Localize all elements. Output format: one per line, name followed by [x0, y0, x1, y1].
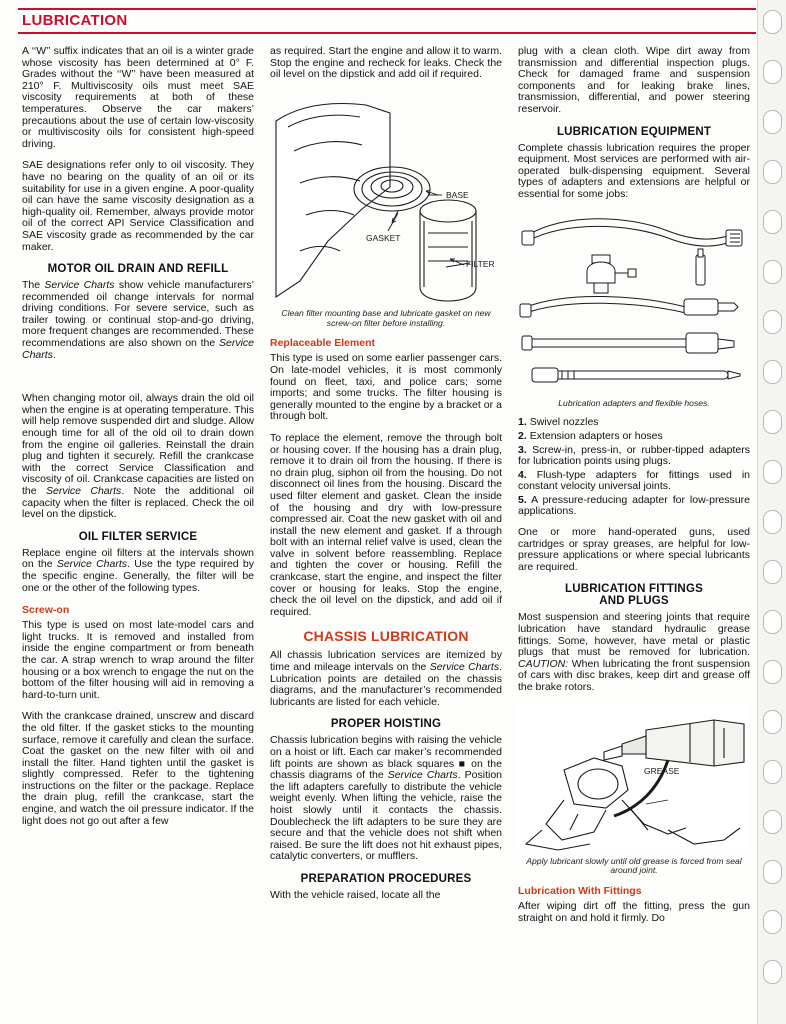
list-item-text: A pressure-reducing adapter for low-pressure applications. — [518, 493, 751, 518]
heading-line-1: LUBRICATION FITTINGS — [565, 583, 703, 596]
heading-chassis-lubrication: CHASSIS LUBRICATION — [303, 628, 469, 645]
list-item-number: 3. — [518, 443, 527, 456]
paragraph-sae-designations: SAE designations refer only to oil viscosity. They have no bearing on the quality of an oil or its suitability for use in a given engine. A poor-quality oil can have the same viscosity designation as a high-quality oil. Remember, always provide motor oil of the correct API Service Classification and SAE viscosity grade as recommended by the car maker. — [22, 159, 254, 253]
paragraph-changing-motor-oil — [22, 393, 254, 521]
text-run: The — [22, 279, 45, 292]
paragraph-replace-element-procedure: To replace the element, remove the through bolt or housing cover. If the housing has a drain plug, remove it to drain oil from the housing. If there is no drain plug, siphon oil from the housing. Do not disconnect oil lines from the housing. Discard the used filter element and gasket. Clean the inside of the housing and dry with low-pressure compressed air. Coat the new gasket with oil and install the new element and gasket. If a through bolt with an internal relief valve is used, clean the valve in solvent before reassembling. Replace and tighten the cover or housing. Refill the crankcase, start the engine, and inspect the filter cover or housing for leaks. Stop the engine, check the oil level on the dipstick, and add oil if required. — [270, 431, 502, 618]
binder-hole — [763, 610, 782, 634]
list-item-text: Screw-in, press-in, or rubber-tipped adapters for lubrication points using plugs. — [518, 443, 750, 468]
list-item-number: 2. — [518, 429, 527, 442]
binder-hole — [763, 510, 782, 534]
binder-hole — [763, 560, 782, 584]
text-run-italic: CAUTION: — [518, 657, 569, 670]
subheading-lubrication-with-fittings: Lubrication With Fittings — [518, 885, 642, 898]
text-run-italic: Service Charts — [22, 337, 254, 361]
list-item-number: 5. — [518, 493, 527, 506]
list-item — [518, 495, 750, 518]
figure-caption-filter-base: Clean filter mounting base and lubricate gasket on new screw-on filter before installing. — [281, 307, 491, 328]
list-item — [518, 431, 750, 443]
paragraph-w-suffix: A ‘‘W’’ suffix indicates that an oil is a winter grade whose viscosity has been determined at 0° F. Grades without the ‘‘W’’ have been measured at 210° F. Multiviscosity oils must meet SAE viscosity requirements at both of these temperatures. Observe the car makers’ precautions about the use of certain low-viscosity or multiviscosity oils for consistent high-speed driving. — [22, 45, 254, 150]
binder-hole-strip — [757, 0, 786, 1024]
binder-hole — [763, 960, 782, 984]
heading-preparation-procedures: PREPARATION PROCEDURES — [300, 872, 472, 885]
text-run-italic: Service Charts — [44, 279, 115, 292]
text-run-italic: Service Charts — [56, 558, 128, 571]
paragraph-fittings-caution — [518, 612, 750, 693]
list-item — [518, 470, 750, 493]
paragraph-as-required: as required. Start the engine and allow it to warm. Stop the engine and recheck for leaks. Check the oil level on the dipstick and add oil if required. — [270, 45, 502, 81]
list-item — [518, 417, 750, 429]
label-filter: FILTER — [466, 258, 495, 269]
paragraph-plug-clean-cloth: plug with a clean cloth. Wipe dirt away from transmission and differential inspection plugs. Check for damaged frame and suspension components and for leaking brake lines, transmission, differential, and power steering reservoir. — [518, 45, 750, 115]
subheading-replaceable-element: Replaceable Element — [270, 337, 376, 350]
text-run: . Position the lift adapters carefully to distribute the vehicle weight evenly. When lifting the vehicle, raise the hoist slowly until it contacts the chassis. Doublecheck the lift adapters to be sure they are secure and that the vehicle does not shift when raised. Be sure the lift does not hit exhaust pipes, catalytic converters, or mufflers. — [270, 769, 502, 863]
binder-hole — [763, 460, 782, 484]
heading-lubrication-equipment: LUBRICATION EQUIPMENT — [556, 125, 712, 138]
binder-hole — [763, 60, 782, 84]
page-title: LUBRICATION — [22, 12, 128, 29]
list-item-number: 4. — [518, 468, 527, 481]
paragraph-replace-filters — [22, 548, 254, 594]
adapter-type-list — [518, 417, 750, 518]
paragraph-chassis-services — [270, 650, 502, 708]
binder-hole — [763, 360, 782, 384]
binder-hole — [763, 10, 782, 34]
binder-hole — [763, 410, 782, 434]
text-run: All chassis lubrication services are itemized by time and mileage intervals on the — [270, 649, 502, 674]
grease-fitting-photo — [518, 704, 750, 854]
binder-hole — [763, 710, 782, 734]
heading-motor-oil-drain-and-refill: MOTOR OIL DRAIN AND REFILL — [47, 263, 229, 276]
binder-hole — [763, 760, 782, 784]
subheading-screw-on: Screw-on — [22, 604, 70, 617]
text-run-italic: Service Charts — [429, 661, 500, 674]
paragraph-equipment-intro: Complete chassis lubrication requires the proper equipment. Most services are performed with air-operated bulk-dispensing equipment. Several types of adapters and extensions are helpful or essential for some jobs: — [518, 141, 750, 200]
list-item-number: 1. — [518, 416, 527, 429]
binder-hole — [763, 810, 782, 834]
heading-line-2: AND PLUGS — [599, 595, 669, 608]
text-run: Replace engine oil filters at the intervals shown on the — [22, 546, 254, 571]
heading-lubrication-fittings-and-plugs — [518, 583, 750, 607]
figure-caption-apply-lubricant: Apply lubricant slowly until old grease is forced from seal around joint. — [526, 855, 742, 876]
text-run: . Use the type required by the specific engine. Generally, the filter will be one or the other of the following types. — [22, 558, 254, 594]
column-3 — [518, 46, 750, 1021]
list-item-text: Flush-type adapters for fittings used in constant velocity universal joints. — [518, 468, 750, 493]
paragraph-replaceable-usage: This type is used on some earlier passenger cars. On late-model vehicles, it is most commonly found on fleet, taxi, and police cars; some imports; and some trucks. The filter housing is generally mounted to the engine by a bracket or a through bolt. — [270, 352, 502, 423]
text-run-italic: Service Charts — [387, 769, 458, 782]
header-rule-top — [18, 8, 756, 10]
list-item — [518, 445, 750, 468]
text-run: When lubricating the front suspension of cars with disc brakes, keep dirt and grease off the brake rotors. — [518, 657, 750, 694]
binder-hole — [763, 210, 782, 234]
lubrication-adapters-diagram — [518, 211, 750, 396]
heading-oil-filter-service: OIL FILTER SERVICE — [78, 530, 198, 543]
figure-caption-adapters: Lubrication adapters and flexible hoses. — [558, 397, 710, 408]
paragraph-hand-operated-guns: One or more hand-operated guns, used cartridges or spray greases, are helpful for low-pressure applications or where special lubricants are required. — [518, 526, 750, 573]
text-run: . — [52, 348, 56, 361]
binder-hole — [763, 910, 782, 934]
label-gasket: GASKET — [366, 232, 401, 243]
heading-proper-hoisting: PROPER HOISTING — [330, 718, 442, 731]
list-item-text: Extension adapters or hoses — [529, 429, 663, 442]
paragraph-crankcase-drained: With the crankcase drained, unscrew and discard the old filter. If the gasket sticks to the mounting surface, remove it carefully and clean the surface. Coat the gasket on the new filter with oil and install the filter. Hand tighten until the gasket is slightly compressed. Refer to the tightening instructions on the filter or the package. Replace the drain plug, refill the crankcase, start the engine, and watch the oil pressure indicator. If the light does not go out after a few — [22, 710, 254, 827]
paragraph-vehicle-raised: With the vehicle raised, locate all the — [270, 888, 441, 901]
label-grease: GREASE — [644, 765, 680, 776]
text-run: When changing motor oil, always drain the old oil when the engine is at operating temperature. This will help remove suspended dirt and sludge. Allow enough time for all of the old oil to drain down from the engine oil galleries. Reinstall the drain plug and tighten it securely. Refill the crankcase with the correct Service Classification and viscosity of oil. Crankcase capacities are listed on the — [22, 392, 254, 497]
three-column-body — [22, 46, 750, 1021]
list-item-text: Swivel nozzles — [529, 416, 599, 429]
text-run: . Lubrication points are detailed on the chassis diagrams, and the manufacturer’s recommended lubricants are listed for each vehicle. — [270, 661, 502, 708]
paragraph-wiping-dirt: After wiping dirt off the fitting, press the gun straight on and hold it firmly. Do — [518, 900, 750, 924]
text-run: Most suspension and steering joints that require lubrication have standard hydraulic grease fittings. Some, however, have metal or plastic plugs that must be removed for lubrication. — [518, 611, 750, 659]
binder-hole — [763, 260, 782, 284]
text-run: . Note the additional oil capacity when the filter is replaced. Check the oil level on the dipstick. — [22, 485, 254, 521]
column-2 — [270, 46, 502, 1021]
text-run: Chassis lubrication begins with raising the vehicle on a hoist or lift. Each car maker’s recommended lift points are shown as black squares ■ on the chassis diagrams of the — [270, 734, 502, 782]
text-run: show vehicle manufacturers’ recommended oil change intervals for normal driving conditions. For severe service, such as trailer towing or continual stop-and-go driving, more frequent changes are recommended. These recommendations are also shown on the — [22, 279, 254, 350]
header-rule-bottom — [18, 32, 756, 34]
label-base: BASE — [446, 189, 469, 200]
paragraph-screw-on-usage: This type is used on most late-model cars and light trucks. It is removed and installed from inside the engine compartment or from beneath the car. A strap wrench to wrap around the filter housing or a box wrench to engage the nut on the bottom of the filter housing will aid in removing a hard-to-turn unit. — [22, 619, 254, 701]
binder-hole — [763, 310, 782, 334]
paragraph-hoisting — [270, 735, 502, 863]
oil-filter-diagram — [270, 91, 502, 306]
paragraph-service-charts-intervals — [22, 280, 254, 361]
binder-hole — [763, 660, 782, 684]
binder-hole — [763, 860, 782, 884]
binder-hole — [763, 160, 782, 184]
binder-hole — [763, 110, 782, 134]
text-run-italic: Service Charts — [45, 485, 122, 497]
column-1 — [22, 46, 254, 1021]
